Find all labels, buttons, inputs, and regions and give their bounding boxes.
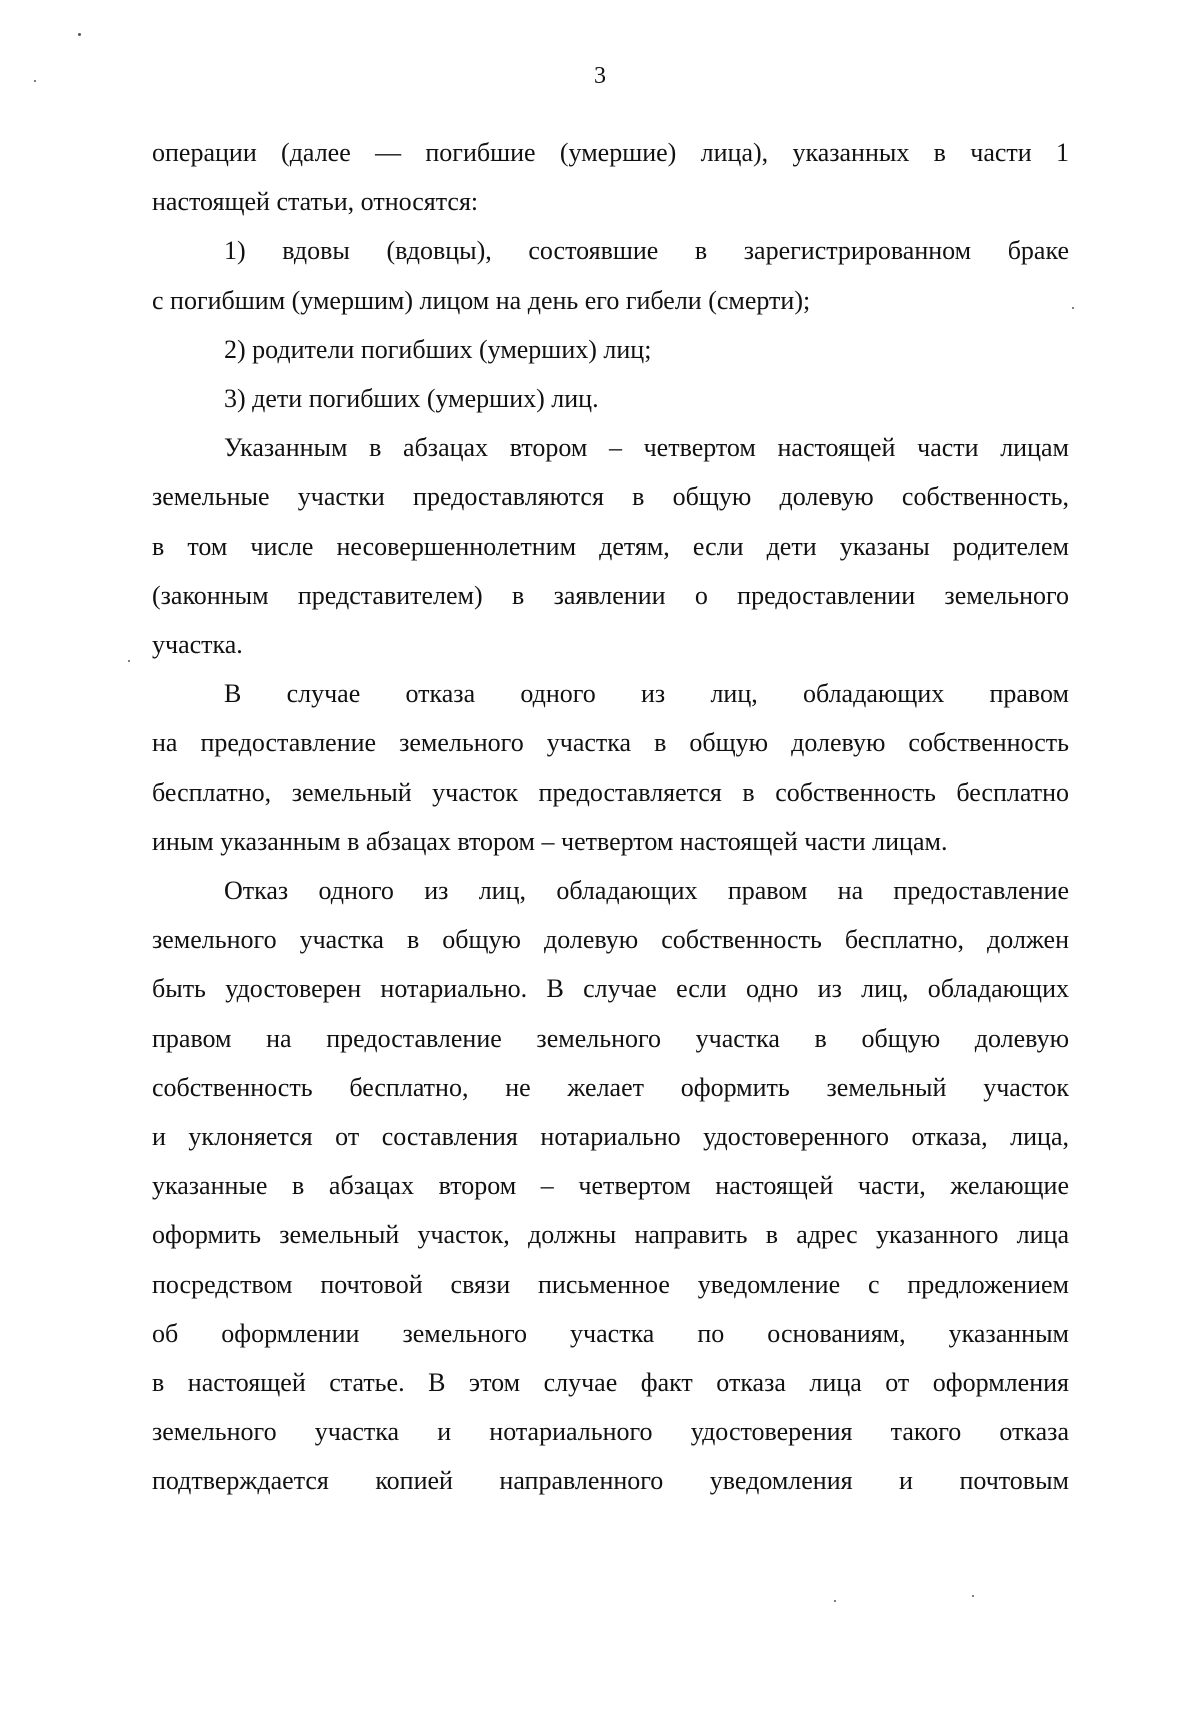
text-line: 2) родители погибших (умерших) лиц; xyxy=(224,334,652,364)
scan-speck xyxy=(34,80,36,82)
paragraph-4 xyxy=(152,866,1069,1506)
scan-speck xyxy=(1072,307,1074,309)
list-item-1 xyxy=(152,226,1069,324)
text-line: В случае отказа одного из лиц, обладающих правом xyxy=(224,679,1069,709)
list-item-3 xyxy=(152,374,1069,423)
text-line: земельного участка и нотариального удостоверения такого отказа xyxy=(152,1417,1069,1447)
text-line: и уклоняется от составления нотариально удостоверенного отказа, лица, xyxy=(152,1122,1069,1152)
paragraph-intro xyxy=(152,128,1069,226)
text-line: Указанным в абзацах втором – четвертом настоящей части лицам xyxy=(224,433,1069,463)
body-text xyxy=(152,128,1069,1506)
text-line: в настоящей статье. В этом случае факт отказа лица от оформления xyxy=(152,1368,1069,1398)
page-number: 3 xyxy=(594,63,606,89)
text-line: подтверждается копией направленного уведомления и почтовым xyxy=(152,1466,1069,1496)
text-line: посредством почтовой связи письменное уведомление с предложением xyxy=(152,1269,1069,1299)
scan-speck xyxy=(834,1600,836,1602)
text-line: оформить земельный участок, должны направить в адрес указанного лица xyxy=(152,1220,1069,1250)
text-line: (законным представителем) в заявлении о предоставлении земельного xyxy=(152,580,1069,610)
text-line: операции (далее — погибшие (умершие) лица), указанных в части 1 xyxy=(152,138,1069,167)
text-line: настоящей статьи, относятся: xyxy=(152,187,479,217)
text-line: земельного участка в общую долевую собственность бесплатно, должен xyxy=(152,925,1069,955)
text-line: земельные участки предоставляются в общую долевую собственность, xyxy=(152,482,1069,512)
text-line: с погибшим (умершим) лицом на день его гибели (смерти); xyxy=(152,285,811,315)
text-line: бесплатно, земельный участок предоставляется в собственность бесплатно xyxy=(152,777,1069,807)
paragraph-3 xyxy=(152,669,1069,866)
text-line: в том числе несовершеннолетним детям, если дети указаны родителем xyxy=(152,531,1069,561)
text-line: собственность бесплатно, не желает оформить земельный участок xyxy=(152,1072,1069,1102)
scan-speck xyxy=(78,33,81,36)
text-line: на предоставление земельного участка в общую долевую собственность xyxy=(152,728,1069,758)
text-line: Отказ одного из лиц, обладающих правом на предоставление xyxy=(224,876,1069,906)
paragraph-2 xyxy=(152,423,1069,669)
text-line: быть удостоверен нотариально. В случае если одно из лиц, обладающих xyxy=(152,974,1069,1004)
text-line: указанные в абзацах втором – четвертом настоящей части, желающие xyxy=(152,1171,1069,1201)
text-line: правом на предоставление земельного участка в общую долевую xyxy=(152,1023,1069,1053)
text-line: об оформлении земельного участка по основаниям, указанным xyxy=(152,1318,1069,1348)
text-line: 1) вдовы (вдовцы), состоявшие в зарегистрированном браке xyxy=(224,236,1069,266)
text-line: иным указанным в абзацах втором – четвертом настоящей части лицам. xyxy=(152,826,948,856)
scan-speck xyxy=(972,1595,974,1597)
text-line: 3) дети погибших (умерших) лиц. xyxy=(224,384,599,414)
text-line: участка. xyxy=(152,630,243,660)
list-item-2 xyxy=(152,325,1069,374)
scan-speck xyxy=(128,660,130,662)
